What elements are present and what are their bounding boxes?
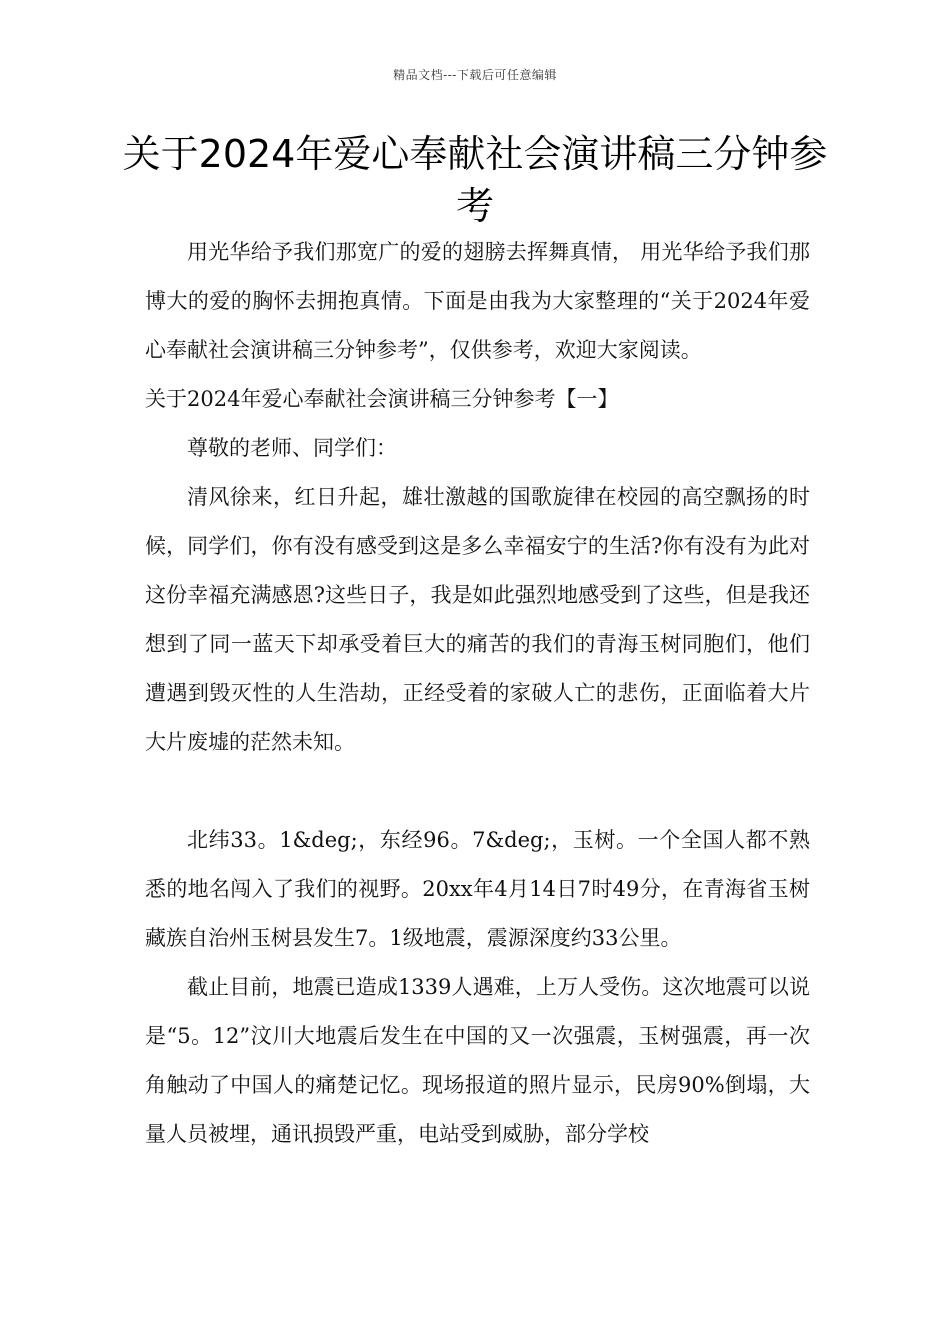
section-heading: 关于2024年爱心奉献社会演讲稿三分钟参考【一】	[145, 387, 619, 411]
paragraph-2: 北纬33。1&deg;，东经96。7&deg;，玉树。一个全国人都不熟悉的地名闯入了我们的视野。20xx年4月14日7时49分，在青海省玉树藏族自治州玉树县发生7。1级地震，震源深度约33公里。	[145, 828, 810, 950]
intro-paragraph: 用光华给予我们那宽广的爱的翅膀去挥舞真情， 用光华给予我们那博大的爱的胸怀去拥抱真情。下面是由我为大家整理的“关于2024年爱心奉献社会演讲稿三分钟参考”，仅供参考，欢迎大家阅读。	[145, 240, 810, 362]
paragraph-gap	[145, 767, 810, 816]
paragraph-3: 截止目前，地震已造成1339人遇难，上万人受伤。这次地震可以说是“5。12”汶川大地震后发生在中国的又一次强震，玉树强震，再一次角触动了中国人的痛楚记忆。现场报道的照片显示，民房90%倒塌，大量人员被埋，通讯损毁严重，电站受到威胁，部分学校	[145, 975, 810, 1146]
salutation: 尊敬的老师、同学们：	[187, 436, 397, 460]
header-note: 精品文档---下载后可任意编辑	[393, 68, 557, 82]
paragraph-1: 清风徐来，红日升起，雄壮激越的国歌旋律在校园的高空飘扬的时候，同学们，你有没有感受到这是多么幸福安宁的生活?你有没有为此对这份幸福充满感恩?这些日子，我是如此强烈地感受到了这些，但是我还想到了同一蓝天下却承受着巨大的痛苦的我们的青海玉树同胞们，他们遭遇到毁灭性的人生浩劫，正经受着的家破人亡的悲伤，正面临着大片大片废墟的茫然未知。	[145, 485, 810, 754]
document-body	[145, 228, 810, 1159]
document-title: 关于2024年爱心奉献社会演讲稿三分钟参考	[122, 132, 828, 228]
